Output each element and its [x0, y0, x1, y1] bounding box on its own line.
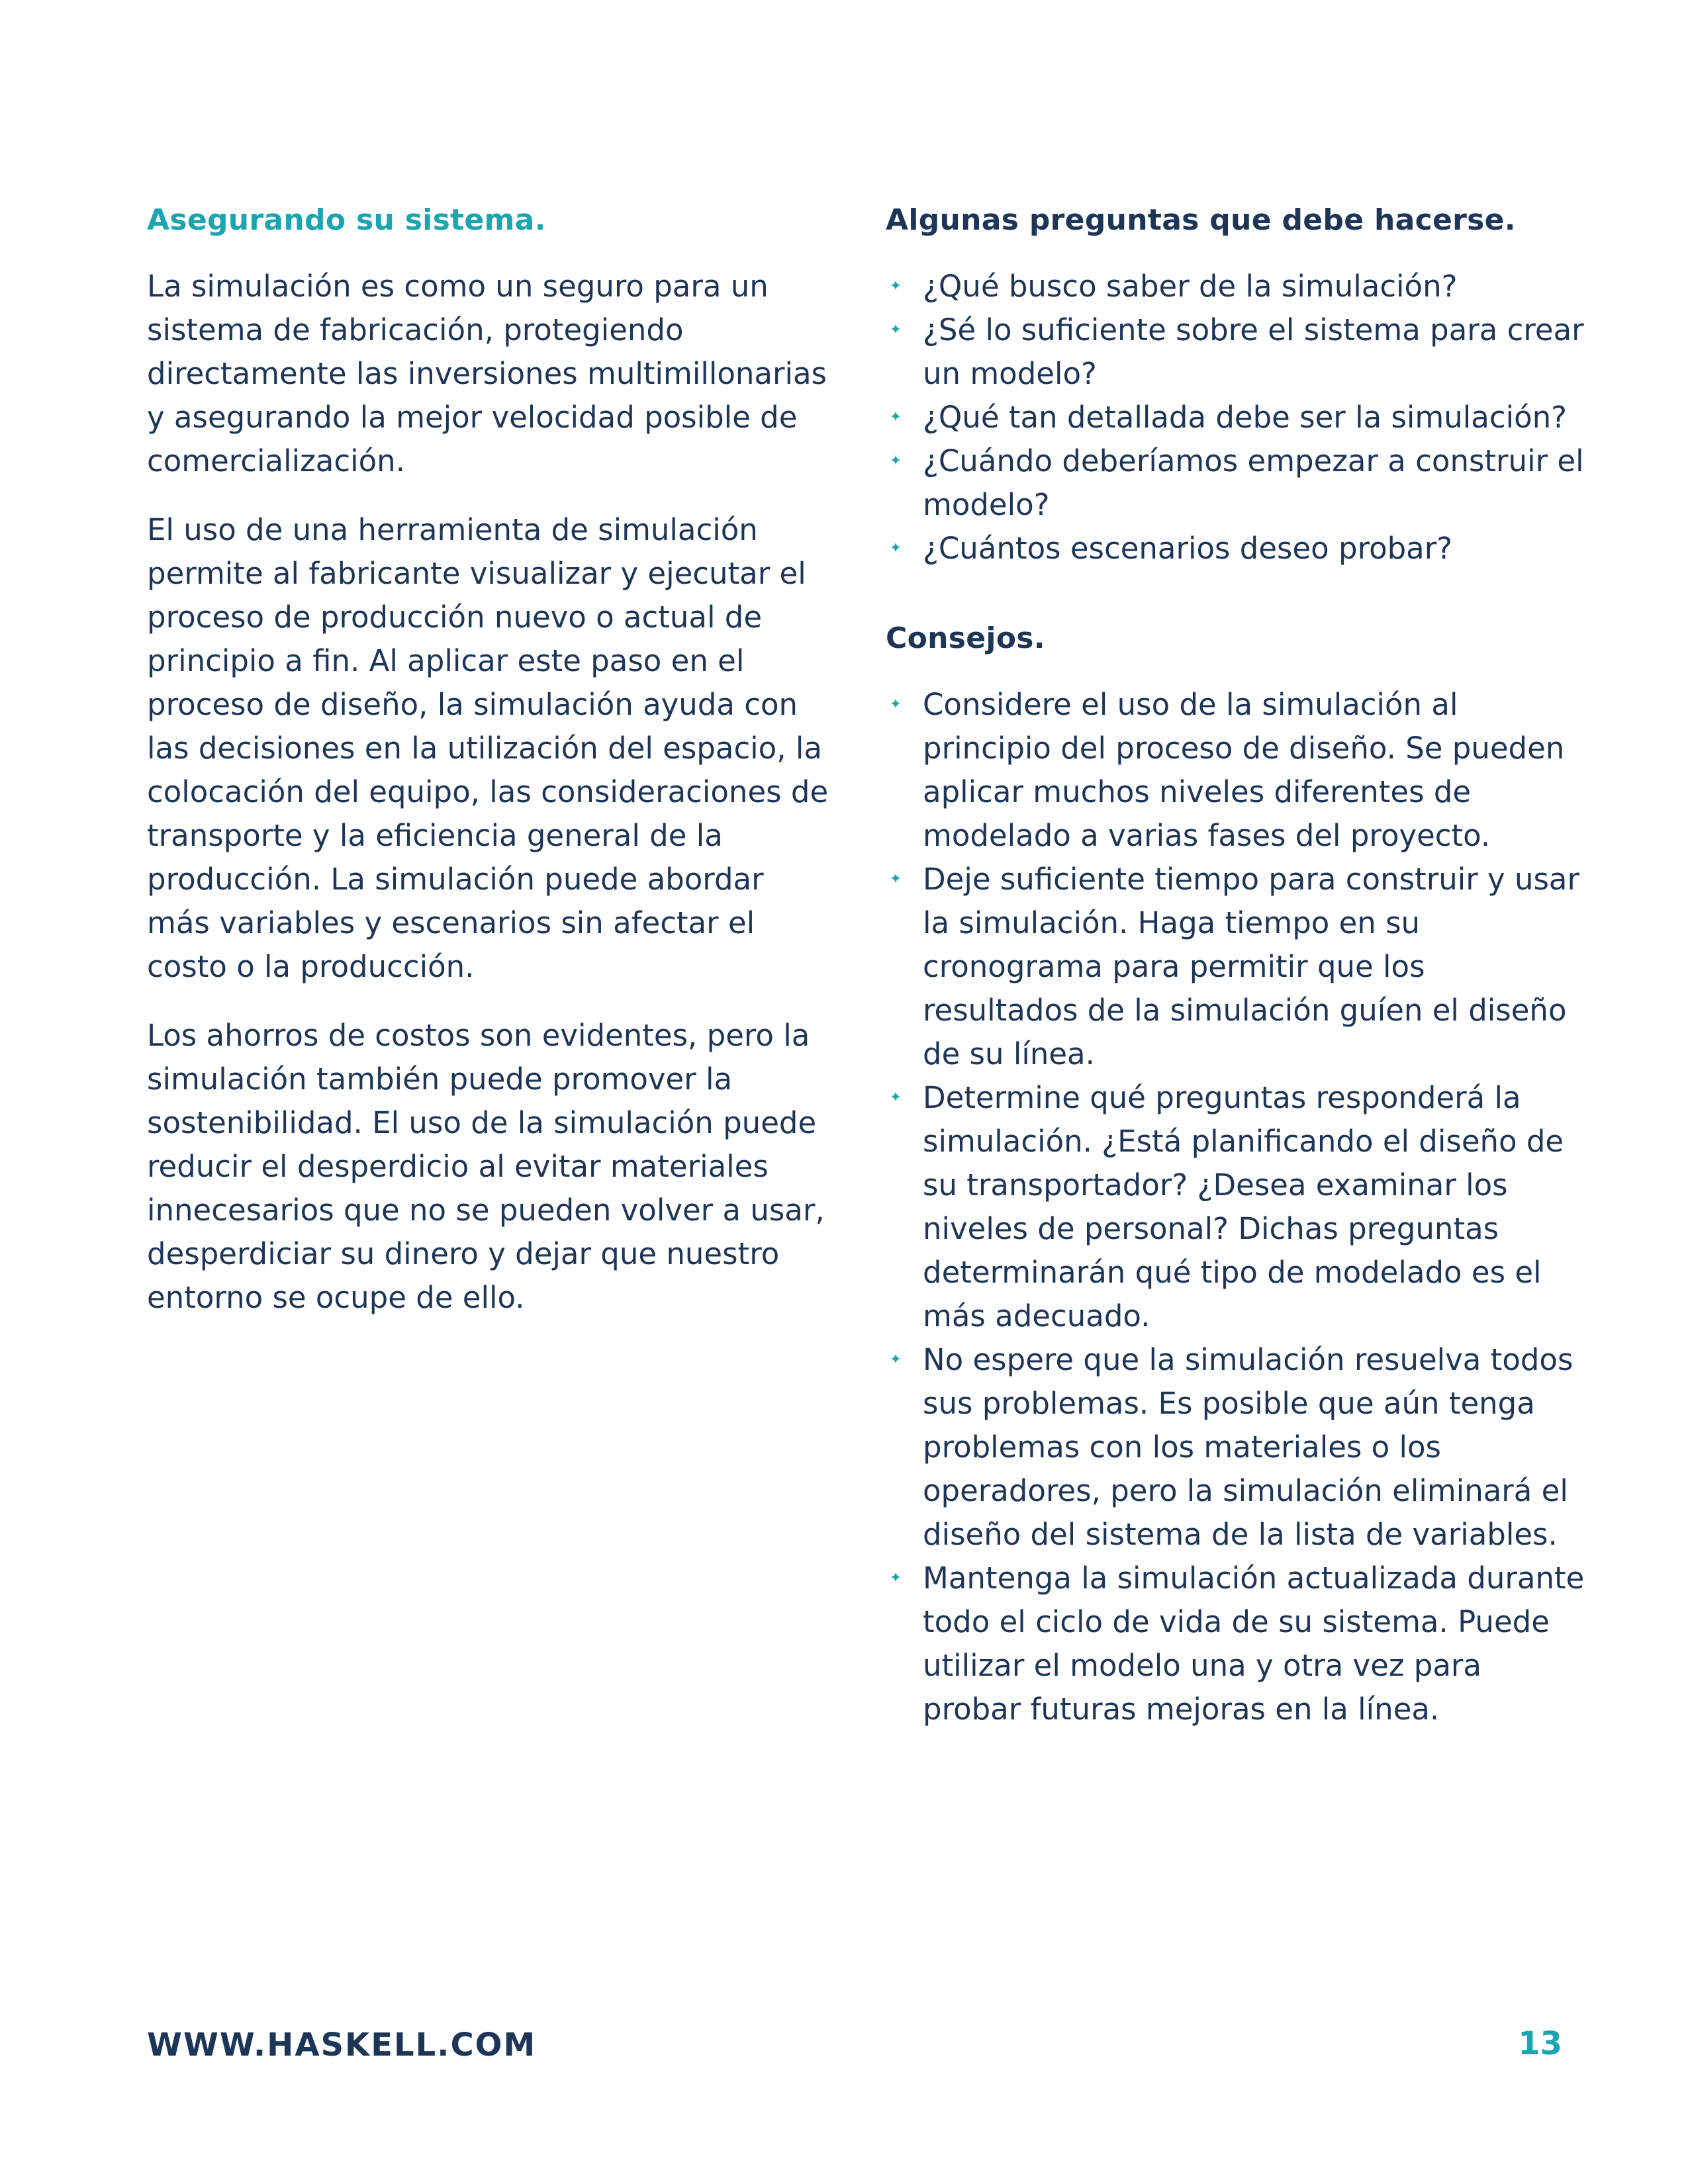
bullet-icon: ✦ — [889, 1351, 902, 1368]
list-item-text: ¿Cuántos escenarios deseo probar? — [923, 531, 1453, 566]
list-item — [886, 858, 1587, 1076]
list-item — [886, 308, 1587, 396]
section-heading-questions: Algunas preguntas que debe hacerse. — [886, 203, 1516, 237]
left-column — [147, 199, 829, 1345]
list-item — [886, 1338, 1587, 1557]
section-heading-securing: Asegurando su sistema. — [147, 203, 546, 237]
paragraph: La simulación es como un seguro para un sistema de fabricación, protegiendo directamente las inversiones multimillonarias y asegurando la mejor velocidad posible de comercialización. — [147, 269, 827, 478]
list-item — [886, 396, 1587, 439]
bullet-icon: ✦ — [889, 1089, 902, 1106]
right-column — [886, 199, 1587, 1731]
tips-list — [886, 683, 1587, 1731]
list-item-text: ¿Sé lo suficiente sobre el sistema para crear un modelo? — [923, 312, 1584, 391]
list-item — [886, 1557, 1587, 1731]
paragraph: Los ahorros de costos son evidentes, pero la simulación también puede promover la sostenibilidad. El uso de la simulación puede reducir el desperdicio al evitar materiales innecesarios que no se pueden volver a usar, desperdiciar su dinero y dejar que nuestro entorno se ocupe de ello. — [147, 1018, 825, 1315]
bullet-icon: ✦ — [889, 409, 902, 426]
list-item — [886, 683, 1587, 858]
bullet-icon: ✦ — [889, 1570, 902, 1586]
list-item-text: ¿Qué busco saber de la simulación? — [923, 269, 1458, 304]
list-item-text: No espere que la simulación resuelva todos sus problemas. Es posible que aún tenga problemas con los materiales o los operadores, pero la simulación eliminará el diseño del sistema de la lista de variables. — [923, 1342, 1573, 1552]
list-item-text: ¿Cuándo deberíamos empezar a construir el modelo? — [923, 443, 1584, 522]
list-item-text: Mantenga la simulación actualizada durante todo el ciclo de vida de su sistema. Puede utilizar el modelo una y otra vez para probar futuras mejoras en la línea. — [923, 1561, 1585, 1727]
list-item — [886, 265, 1587, 308]
list-item — [886, 439, 1587, 527]
list-item-text: Determine qué preguntas responderá la simulación. ¿Está planificando el diseño de su transportador? ¿Desea examinar los niveles de personal? Dichas preguntas determinarán qué tipo de modelado es el más adecuado. — [923, 1080, 1564, 1334]
list-item — [886, 527, 1587, 570]
bullet-icon: ✦ — [889, 696, 902, 713]
questions-list — [886, 265, 1587, 570]
footer-website-link[interactable]: WWW.HASKELL.COM — [147, 2026, 537, 2064]
page-number: 13 — [1518, 2025, 1562, 2062]
list-item-text: Deje suficiente tiempo para construir y usar la simulación. Haga tiempo en su cronograma para permitir que los resultados de la simulación guíen el diseño de su línea. — [923, 862, 1579, 1071]
bullet-icon: ✦ — [889, 322, 902, 338]
bullet-icon: ✦ — [889, 453, 902, 469]
bullet-icon: ✦ — [889, 278, 902, 295]
list-item-text: ¿Qué tan detallada debe ser la simulación? — [923, 400, 1568, 435]
paragraph: El uso de una herramienta de simulación permite al fabricante visualizar y ejecutar el proceso de producción nuevo o actual de principio a fin. Al aplicar este paso en el proceso de diseño, la simulación ayuda con las decisiones en la utilización del espacio, la colocación del equipo, las consideraciones de transporte y la eficiencia general de la producción. La simulación puede abordar más variables y escenarios sin afectar el costo o la producción. — [147, 512, 829, 984]
list-item-text: Considere el uso de la simulación al principio del proceso de diseño. Se pueden aplicar muchos niveles diferentes de modelado a varias fases del proyecto. — [923, 687, 1565, 853]
bullet-icon: ✦ — [889, 871, 902, 887]
bullet-icon: ✦ — [889, 540, 902, 557]
section-heading-tips: Consejos. — [886, 621, 1045, 655]
list-item — [886, 1076, 1587, 1338]
